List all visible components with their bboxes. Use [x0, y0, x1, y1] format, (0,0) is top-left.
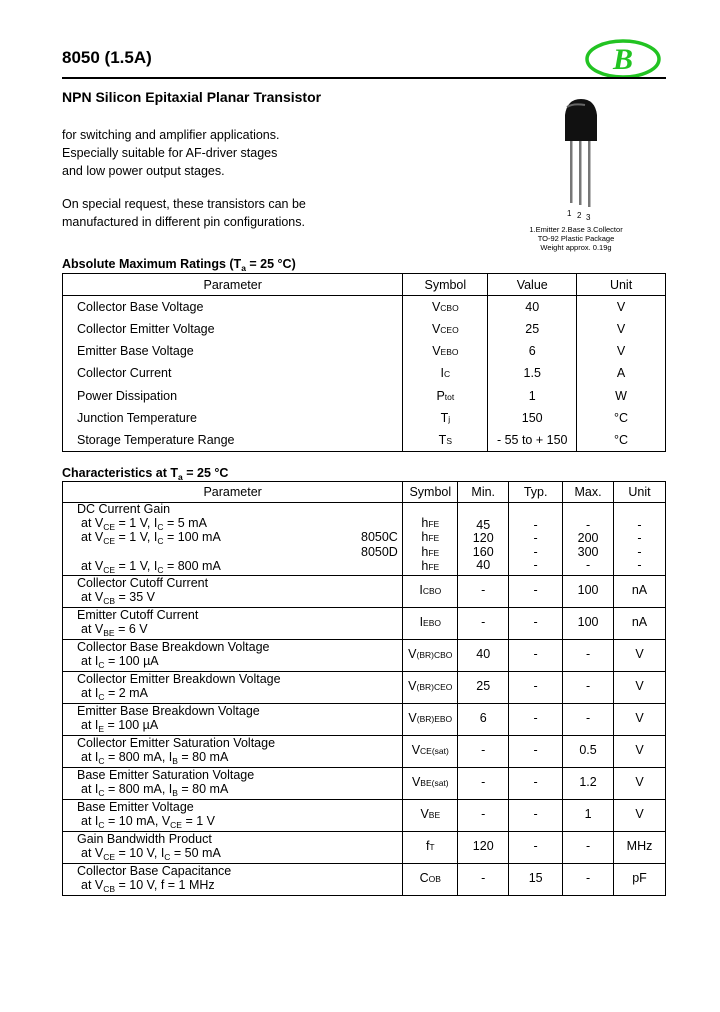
param-cell — [63, 607, 403, 639]
test-condition — [77, 517, 402, 532]
unit-cell: V — [577, 318, 666, 340]
symbol-cell — [403, 318, 488, 340]
param-cell: Junction Temperature — [63, 407, 403, 429]
typ-cell: - — [509, 831, 563, 863]
unit-value: - — [637, 531, 642, 545]
symbol: V — [432, 344, 441, 359]
table-row — [63, 799, 666, 831]
symbol-cell — [403, 703, 458, 735]
text: = 1 V — [181, 813, 215, 828]
table-row — [63, 863, 666, 895]
typ-cell — [509, 503, 563, 576]
header-rule — [62, 77, 666, 79]
text: at I — [81, 717, 99, 732]
text: C — [98, 787, 105, 798]
symbol-subscript: FE — [428, 562, 440, 572]
max-cell: - — [563, 639, 614, 671]
text: = 80 mA — [177, 749, 229, 764]
text: = 6 V — [114, 621, 148, 636]
unit-cell: nA — [614, 607, 666, 639]
typ-cell: - — [509, 735, 563, 767]
text: B — [172, 787, 178, 798]
typ-cell: - — [509, 671, 563, 703]
symbol-cell — [403, 863, 458, 895]
text: B — [172, 755, 178, 766]
param-title: Collector Base Breakdown Voltage — [77, 640, 270, 654]
value-cell: 25 — [488, 318, 577, 340]
col-header: Parameter — [63, 274, 403, 296]
symbol-cell — [403, 362, 488, 384]
desc-line: and low power output stages. — [62, 164, 225, 178]
text: C — [157, 536, 164, 546]
value-cell: 150 — [488, 407, 577, 429]
test-condition — [77, 815, 402, 830]
max-value: - — [585, 517, 591, 532]
table-header-row — [63, 482, 666, 503]
min-cell: 40 — [458, 639, 509, 671]
table-row — [63, 607, 666, 639]
package-caption: TO-92 Plastic Package — [537, 234, 615, 243]
param-cell: Emitter Base Voltage — [63, 340, 403, 362]
unit-cell — [614, 503, 666, 576]
param-title: Gain Bandwidth Product — [77, 832, 212, 846]
text: at V — [81, 589, 104, 604]
text: CE — [170, 819, 182, 830]
col-header: Unit — [577, 274, 666, 296]
text: = 50 mA — [170, 845, 221, 860]
text: C — [157, 521, 164, 532]
test-condition — [77, 879, 402, 894]
symbol-subscript: CEO — [440, 324, 459, 335]
param-cell: Storage Temperature Range — [63, 429, 403, 451]
symbol-subscript: FE — [428, 533, 440, 543]
text: C — [164, 851, 171, 862]
param-cell — [63, 735, 403, 767]
symbol-cell — [403, 831, 458, 863]
text: at I — [81, 781, 99, 796]
characteristics-table — [62, 481, 666, 896]
max-cell — [563, 503, 614, 576]
package-caption: 1.Emitter 2.Base 3.Collector — [529, 225, 623, 234]
typ-cell: 15 — [509, 863, 563, 895]
col-header: Symbol — [403, 274, 488, 296]
typ-value: - — [533, 517, 538, 532]
value-cell: 6 — [488, 340, 577, 362]
text: = 5 mA — [163, 515, 207, 530]
test-condition — [77, 560, 402, 575]
symbol-subscript: S — [446, 435, 452, 446]
unit-cell: pF — [614, 863, 666, 895]
symbol-subscript: T — [429, 841, 435, 852]
value-cell: 1 — [488, 384, 577, 406]
text: at I — [81, 685, 99, 700]
unit-value: - — [637, 558, 642, 572]
test-condition — [77, 531, 402, 546]
value-cell: - 55 to + 150 — [488, 429, 577, 451]
test-condition — [77, 783, 402, 798]
unit-cell: V — [577, 340, 666, 362]
text: at V — [81, 877, 104, 892]
param-cell — [63, 831, 403, 863]
test-condition — [77, 687, 402, 702]
max-cell: 1 — [563, 799, 614, 831]
col-header: Typ. — [509, 482, 563, 503]
text: C — [98, 659, 105, 670]
symbol-subscript: BE — [428, 809, 441, 820]
symbol: V — [431, 300, 441, 315]
col-header: Symbol — [403, 482, 458, 503]
max-cell: - — [563, 671, 614, 703]
param-title: DC Current Gain — [77, 502, 171, 516]
symbol: I — [419, 614, 424, 629]
symbol: h — [421, 515, 429, 530]
unit-cell: nA — [614, 575, 666, 607]
symbol-cell — [403, 607, 458, 639]
table-row — [63, 318, 666, 340]
param-title: Collector Base Capacitance — [77, 864, 232, 878]
symbol-cell — [403, 799, 458, 831]
table-row — [63, 703, 666, 735]
table-row — [63, 384, 666, 406]
text: = 10 V, f = 1 MHz — [115, 877, 215, 892]
text: at V — [81, 845, 104, 860]
desc-line: manufactured in different pin configurations. — [62, 215, 305, 229]
col-header: Parameter — [63, 482, 403, 503]
min-cell: - — [458, 863, 509, 895]
text: at V — [81, 559, 104, 573]
table-row-dc-current-gain — [63, 503, 666, 576]
variant-label: 8050D — [361, 544, 398, 559]
symbol: V — [408, 710, 417, 725]
unit-cell: V — [614, 799, 666, 831]
symbol-subscript: OB — [428, 873, 441, 884]
param-cell — [63, 503, 403, 576]
param-cell: Power Dissipation — [63, 384, 403, 406]
symbol-subscript: CBO — [440, 303, 459, 314]
symbol: V — [411, 742, 421, 757]
text: C — [98, 755, 105, 766]
text: = 1 V, I — [115, 559, 158, 573]
text: = 100 mA — [163, 530, 221, 544]
param-cell — [63, 767, 403, 799]
col-header: Value — [488, 274, 577, 296]
typ-cell: - — [509, 639, 563, 671]
unit-cell: V — [614, 735, 666, 767]
unit-cell: V — [614, 639, 666, 671]
table-row — [63, 735, 666, 767]
symbol-subscript: EBO — [440, 347, 459, 358]
max-cell: 100 — [563, 575, 614, 607]
max-cell: 1.2 — [563, 767, 614, 799]
min-cell: 120 — [458, 831, 509, 863]
to92-package-illustration — [555, 97, 605, 222]
text: = 10 mA, V — [104, 813, 171, 828]
symbol-cell — [403, 407, 488, 429]
table-row — [63, 639, 666, 671]
symbol-cell — [403, 503, 458, 576]
symbol: V — [431, 321, 441, 336]
table-header-row — [63, 274, 666, 296]
unit-cell: MHz — [614, 831, 666, 863]
min-cell: - — [458, 735, 509, 767]
typ-cell: - — [509, 767, 563, 799]
max-value: 300 — [577, 544, 599, 559]
symbol: P — [436, 388, 445, 403]
test-condition — [77, 546, 402, 561]
typ-cell: - — [509, 703, 563, 735]
unit-cell: °C — [577, 407, 666, 429]
page-title: 8050 (1.5A) — [62, 48, 152, 67]
symbol-cell — [403, 639, 458, 671]
unit-cell: W — [577, 384, 666, 406]
symbol: h — [421, 530, 429, 544]
symbol: V — [408, 646, 417, 661]
table-row — [63, 671, 666, 703]
brand-logo — [583, 38, 663, 80]
text: = 35 V — [115, 589, 156, 604]
symbol: h — [421, 544, 429, 559]
text: CB — [103, 595, 116, 606]
package-caption: Weight approx. 0.19g — [540, 243, 612, 252]
text: E — [98, 723, 105, 734]
pin-label: 1 — [567, 209, 572, 218]
col-header: Max. — [563, 482, 614, 503]
symbol-subscript: C — [444, 369, 451, 380]
text: BE — [103, 627, 115, 638]
unit-cell: °C — [577, 429, 666, 451]
unit-value: - — [637, 517, 642, 532]
min-cell: - — [458, 607, 509, 639]
symbol: I — [419, 582, 423, 597]
symbol: V — [408, 678, 417, 693]
typ-cell: - — [509, 799, 563, 831]
unit-value: - — [637, 544, 642, 559]
text: C — [98, 819, 105, 830]
param-cell — [63, 639, 403, 671]
col-header: Min. — [458, 482, 509, 503]
text: at V — [81, 621, 104, 636]
max-cell: - — [563, 831, 614, 863]
desc-line: On special request, these transistors can be — [62, 197, 306, 211]
unit-cell: V — [614, 671, 666, 703]
table-row — [63, 362, 666, 384]
text: = 1 V, I — [115, 515, 158, 530]
min-cell: 6 — [458, 703, 509, 735]
text: CE — [103, 521, 116, 532]
text: at I — [81, 813, 99, 828]
symbol: h — [421, 559, 429, 573]
description-para-1 — [62, 126, 279, 180]
abs-max-table — [62, 273, 666, 452]
variant-label: 8050C — [361, 530, 398, 544]
desc-line: Especially suitable for AF-driver stages — [62, 146, 278, 160]
test-condition — [77, 751, 402, 766]
symbol-subscript: tot — [444, 391, 455, 402]
text: = 100 µA — [104, 653, 159, 668]
symbol-subscript: (BR)CEO — [416, 681, 453, 692]
symbol-subscript: (BR)EBO — [416, 713, 453, 724]
symbol-cell — [403, 384, 488, 406]
table-row — [63, 767, 666, 799]
table-row — [63, 831, 666, 863]
param-title: Collector Emitter Saturation Voltage — [77, 736, 276, 750]
symbol-cell — [403, 429, 488, 451]
typ-cell: - — [509, 607, 563, 639]
text: at I — [81, 749, 99, 764]
text: CE — [103, 565, 116, 575]
text: at V — [81, 515, 104, 530]
symbol-subscript: EBO — [423, 617, 441, 628]
max-cell: 0.5 — [563, 735, 614, 767]
max-value: 200 — [577, 531, 599, 545]
pin-label: 2 — [577, 211, 582, 220]
test-condition — [77, 655, 402, 670]
unit-cell: V — [614, 703, 666, 735]
test-condition — [77, 591, 402, 606]
param-title: Collector Cutoff Current — [77, 576, 209, 590]
param-cell: Collector Base Voltage — [63, 296, 403, 318]
desc-line: for switching and amplifier applications. — [62, 128, 280, 142]
text: = 10 V, I — [115, 845, 165, 860]
test-condition — [77, 623, 402, 638]
min-cell: 25 — [458, 671, 509, 703]
text: C — [98, 691, 105, 702]
min-cell: - — [458, 799, 509, 831]
symbol: I — [440, 366, 444, 381]
section-heading-abs-max: Absolute Maximum Ratings ($T_a = 25$ °C) — [62, 257, 296, 273]
typ-cell: - — [509, 575, 563, 607]
param-title: Collector Emitter Breakdown Voltage — [77, 672, 281, 686]
text: = 800 mA — [163, 559, 221, 573]
max-value: - — [585, 558, 591, 572]
text: at I — [81, 653, 99, 668]
section-heading-characteristics: Characteristics at $T_a = 25$ °C — [62, 466, 229, 482]
symbol-cell — [403, 767, 458, 799]
symbol-cell — [403, 575, 458, 607]
text: = 800 mA, I — [104, 781, 173, 796]
param-title: Base Emitter Saturation Voltage — [77, 768, 255, 782]
table-row — [63, 296, 666, 318]
param-cell — [63, 671, 403, 703]
param-title: Base Emitter Voltage — [77, 800, 194, 814]
param-cell — [63, 799, 403, 831]
symbol: T — [438, 432, 447, 447]
text: = 100 µA — [104, 717, 159, 732]
symbol-cell — [403, 340, 488, 362]
symbol: C — [419, 870, 429, 885]
col-header: Unit — [614, 482, 666, 503]
text: at V — [81, 530, 104, 544]
min-cell: - — [458, 575, 509, 607]
symbol: V — [411, 774, 421, 789]
symbol-subscript: j — [448, 413, 451, 424]
symbol-cell — [403, 296, 488, 318]
logo-letter: B — [612, 43, 634, 76]
min-value: 120 — [472, 531, 494, 545]
table-row — [63, 340, 666, 362]
symbol-subscript: FE — [428, 547, 440, 558]
typ-value: - — [533, 544, 538, 559]
value-cell: 40 — [488, 296, 577, 318]
table-row — [63, 429, 666, 451]
value-cell: 1.5 — [488, 362, 577, 384]
pin-label: 3 — [586, 213, 591, 222]
symbol-subscript: FE — [428, 518, 440, 529]
param-cell — [63, 575, 403, 607]
text: C — [157, 565, 164, 575]
text: = 2 mA — [104, 685, 148, 700]
param-cell: Collector Current — [63, 362, 403, 384]
max-cell: - — [563, 863, 614, 895]
test-condition — [77, 847, 402, 862]
max-cell: 100 — [563, 607, 614, 639]
min-value: 45 — [476, 517, 491, 532]
symbol-cell — [403, 671, 458, 703]
symbol-subscript: (BR)CBO — [416, 649, 453, 660]
param-cell — [63, 703, 403, 735]
text: CE — [103, 536, 116, 546]
unit-cell: V — [614, 767, 666, 799]
unit-cell: A — [577, 362, 666, 384]
symbol-subscript: CE(sat) — [420, 745, 449, 756]
symbol: T — [440, 410, 449, 425]
max-cell: - — [563, 703, 614, 735]
description-para-2 — [62, 195, 306, 231]
param-cell — [63, 863, 403, 895]
symbol-cell — [403, 735, 458, 767]
table-row — [63, 575, 666, 607]
symbol: V — [420, 806, 429, 821]
text: = 1 V, I — [115, 530, 158, 544]
table-row — [63, 407, 666, 429]
text: = 800 mA, I — [104, 749, 173, 764]
test-condition — [77, 719, 402, 734]
text: CE — [103, 851, 116, 862]
unit-cell: V — [577, 296, 666, 318]
param-cell: Collector Emitter Voltage — [63, 318, 403, 340]
typ-value: - — [533, 558, 538, 572]
symbol: f — [425, 838, 430, 853]
symbol-subscript: CBO — [422, 585, 442, 596]
subtitle: NPN Silicon Epitaxial Planar Transistor — [62, 89, 322, 105]
typ-value: - — [533, 531, 538, 545]
param-title: Emitter Base Breakdown Voltage — [77, 704, 260, 718]
text: = 80 mA — [177, 781, 229, 796]
min-value: 40 — [476, 558, 491, 572]
symbol-subscript: BE(sat) — [420, 777, 449, 788]
min-cell — [458, 503, 509, 576]
text: CB — [103, 883, 116, 894]
param-title: Emitter Cutoff Current — [77, 608, 199, 622]
min-cell: - — [458, 767, 509, 799]
min-value: 160 — [472, 544, 494, 559]
